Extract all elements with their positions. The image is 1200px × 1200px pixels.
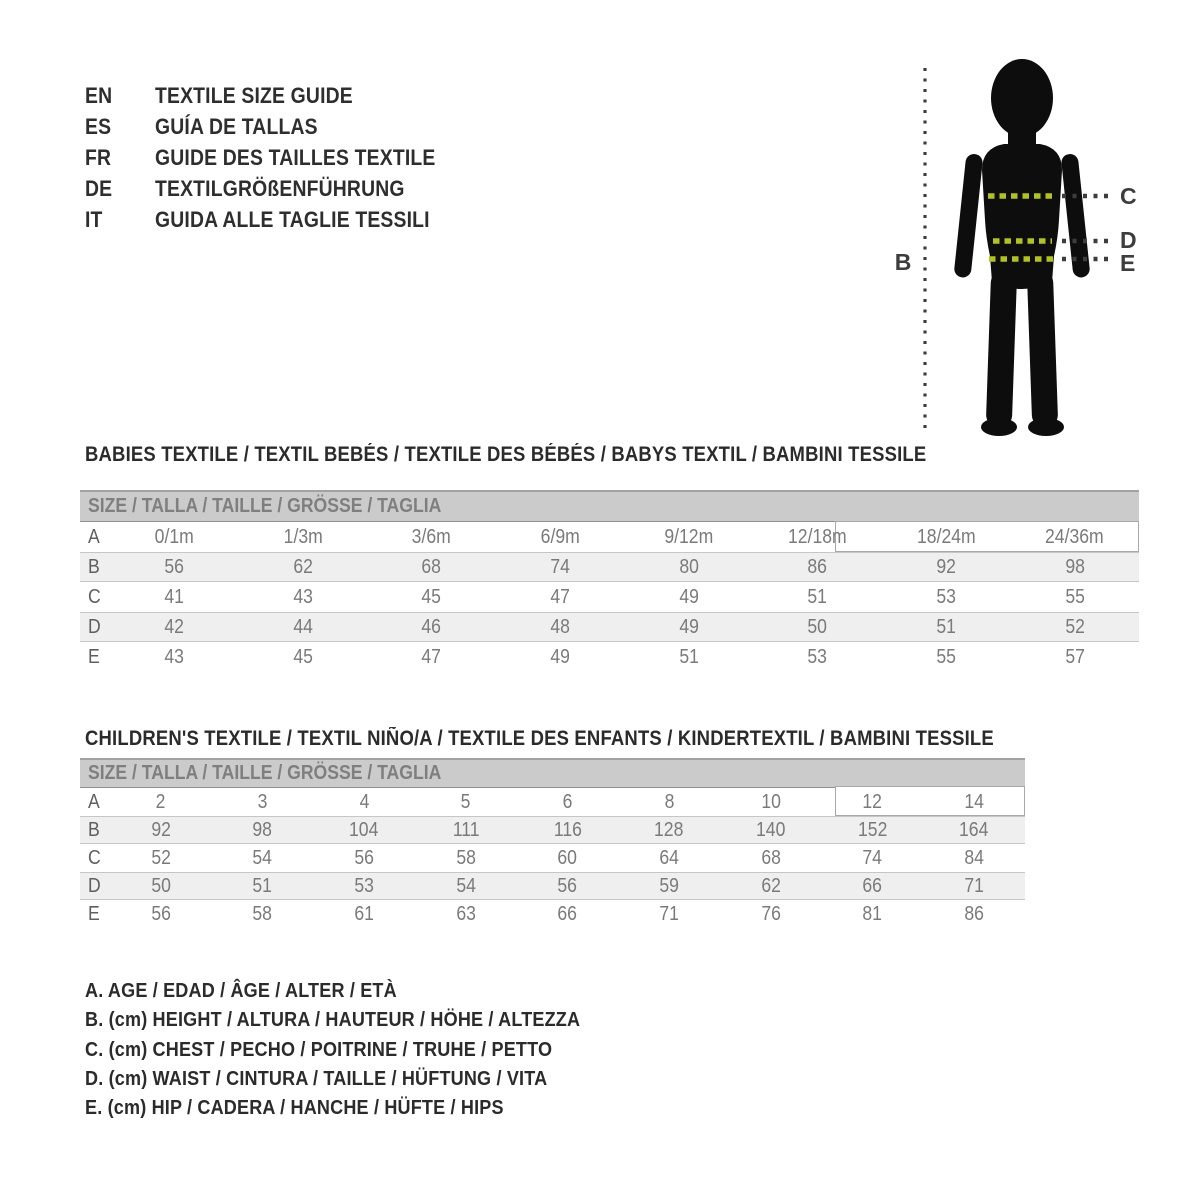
- table-cell: [239, 642, 368, 672]
- table-cell: [720, 788, 822, 816]
- height-label: B: [894, 249, 912, 275]
- legend-line: [85, 1064, 648, 1093]
- table-cell: [882, 613, 1011, 641]
- cell-value: 45: [421, 585, 442, 608]
- table-cell: [313, 817, 415, 843]
- cell-value: 49: [679, 585, 699, 608]
- cell-value: 140: [756, 818, 786, 841]
- cell-value: 5: [460, 790, 471, 813]
- row-label-text: D: [88, 874, 101, 897]
- table-cell: [822, 844, 924, 872]
- cell-value: 57: [1064, 645, 1085, 668]
- cell-value: 59: [659, 874, 679, 897]
- cell-value: 116: [553, 818, 582, 841]
- language-code: FR: [85, 145, 112, 170]
- babies-heading-text: BABIES TEXTILE / TEXTIL BEBÉS / TEXTILE DES BÉBÉS / BABYS TEXTIL / BAMBINI TESSILE: [85, 443, 927, 466]
- cell-value: 152: [857, 818, 888, 841]
- language-title: TEXTILE SIZE GUIDE: [155, 83, 353, 108]
- legend-text: E. (cm) HIP / CADERA / HANCHE / HÜFTE / HIPS: [85, 1096, 504, 1120]
- cell-value: 81: [862, 902, 883, 925]
- language-row: [85, 204, 474, 235]
- table-row: [80, 816, 1025, 844]
- cell-value: 50: [151, 874, 171, 897]
- table-cell: [753, 522, 882, 552]
- cell-value: 53: [807, 645, 828, 668]
- table-cell: [1010, 522, 1139, 552]
- cell-value: 47: [421, 645, 442, 668]
- cell-value: 128: [654, 818, 684, 841]
- cell-value: 56: [164, 555, 185, 578]
- table-cell: [1010, 582, 1139, 612]
- cell-value: 24/36m: [1045, 525, 1105, 548]
- table-cell: [313, 788, 415, 816]
- cell-value: 3/6m: [411, 525, 452, 548]
- cell-value: 98: [252, 818, 273, 841]
- waist-label: D: [1120, 227, 1137, 253]
- row-label-text: C: [88, 585, 101, 608]
- size-header-bar: [80, 490, 1139, 522]
- language-code: EN: [85, 83, 113, 108]
- children-table-body: [80, 788, 1025, 928]
- table-row: [80, 872, 1025, 900]
- table-cell: [822, 817, 924, 843]
- row-label: [80, 553, 110, 581]
- cell-value: 62: [761, 874, 781, 897]
- cell-value: 46: [421, 615, 442, 638]
- legend-line: [85, 976, 648, 1005]
- cell-value: 56: [557, 874, 578, 897]
- table-cell: [496, 613, 625, 641]
- cell-value: 86: [807, 555, 828, 578]
- cell-value: 18/24m: [916, 525, 976, 548]
- table-cell: [367, 613, 496, 641]
- table-cell: [110, 873, 212, 899]
- table-cell: [753, 613, 882, 641]
- table-cell: [822, 788, 924, 816]
- table-cell: [720, 844, 822, 872]
- cell-value: 6/9m: [540, 525, 580, 548]
- cell-value: 42: [164, 615, 185, 638]
- table-cell: [212, 844, 314, 872]
- cell-value: 52: [151, 846, 171, 869]
- cell-value: 10: [761, 790, 781, 813]
- legend-line: [85, 1005, 648, 1034]
- row-label-text: E: [88, 902, 100, 925]
- cell-value: 52: [1064, 615, 1085, 638]
- legend-text: B. (cm) HEIGHT / ALTURA / HAUTEUR / HÖHE / ALTEZZA: [85, 1008, 581, 1032]
- language-row: [85, 173, 474, 204]
- language-title: GUÍA DE TALLAS: [155, 114, 318, 139]
- table-cell: [720, 900, 822, 928]
- cell-value: 55: [936, 645, 956, 668]
- cell-value: 12: [862, 790, 883, 813]
- table-cell: [720, 817, 822, 843]
- cell-value: 64: [659, 846, 679, 869]
- row-label: [80, 642, 110, 672]
- table-cell: [1010, 553, 1139, 581]
- babies-section-heading: [85, 443, 1041, 467]
- table-cell: [496, 642, 625, 672]
- cell-value: 74: [550, 555, 570, 578]
- cell-value: 111: [452, 818, 480, 841]
- legend-text: C. (cm) CHEST / PECHO / POITRINE / TRUHE / PETTO: [85, 1037, 553, 1061]
- row-label: [80, 582, 110, 612]
- table-cell: [212, 817, 314, 843]
- table-cell: [110, 900, 212, 928]
- row-label: [80, 788, 110, 816]
- table-cell: [517, 900, 619, 928]
- table-cell: [923, 873, 1025, 899]
- language-title: TEXTILGRÖßENFÜHRUNG: [155, 176, 405, 201]
- table-cell: [313, 844, 415, 872]
- table-cell: [239, 553, 368, 581]
- cell-value: 43: [164, 645, 185, 668]
- language-title: GUIDA ALLE TAGLIE TESSILI: [155, 207, 430, 232]
- cell-value: 61: [354, 902, 374, 925]
- children-size-table: [80, 758, 1025, 928]
- table-cell: [367, 582, 496, 612]
- table-row: [80, 552, 1139, 582]
- row-label-text: A: [88, 525, 100, 548]
- child-silhouette-figure: [880, 50, 1200, 450]
- table-cell: [618, 788, 720, 816]
- table-cell: [212, 900, 314, 928]
- cell-value: 53: [936, 585, 956, 608]
- cell-value: 43: [293, 585, 313, 608]
- table-row: [80, 844, 1025, 872]
- table-cell: [110, 788, 212, 816]
- cell-value: 14: [964, 790, 984, 813]
- cell-value: 84: [964, 846, 984, 869]
- table-cell: [517, 873, 619, 899]
- cell-value: 76: [761, 902, 781, 925]
- table-row: [80, 788, 1025, 816]
- table-cell: [110, 553, 239, 581]
- cell-value: 51: [679, 645, 699, 668]
- table-cell: [415, 844, 517, 872]
- table-row: [80, 612, 1139, 642]
- table-cell: [882, 582, 1011, 612]
- table-cell: [923, 788, 1025, 816]
- table-cell: [110, 522, 239, 552]
- cell-value: 68: [421, 555, 442, 578]
- cell-value: 49: [679, 615, 699, 638]
- table-cell: [625, 522, 754, 552]
- cell-value: 8: [664, 790, 675, 813]
- table-cell: [923, 817, 1025, 843]
- cell-value: 51: [807, 585, 828, 608]
- language-title-list: [85, 80, 474, 235]
- cell-value: 92: [151, 818, 171, 841]
- row-label: [80, 873, 110, 899]
- cell-value: 98: [1064, 555, 1085, 578]
- table-cell: [517, 844, 619, 872]
- cell-value: 48: [550, 615, 570, 638]
- cell-value: 62: [293, 555, 313, 578]
- cell-value: 9/12m: [664, 525, 714, 548]
- legend-line: [85, 1035, 648, 1064]
- table-cell: [618, 873, 720, 899]
- cell-value: 80: [679, 555, 699, 578]
- row-label-text: E: [88, 645, 100, 668]
- table-cell: [313, 900, 415, 928]
- table-cell: [415, 817, 517, 843]
- chest-label: C: [1120, 183, 1137, 209]
- table-cell: [110, 642, 239, 672]
- cell-value: 50: [807, 615, 828, 638]
- cell-value: 1/3m: [283, 525, 323, 548]
- cell-value: 164: [959, 818, 989, 841]
- table-cell: [239, 582, 368, 612]
- language-code: ES: [85, 114, 112, 139]
- table-cell: [517, 817, 619, 843]
- table-cell: [110, 582, 239, 612]
- hip-label: E: [1120, 250, 1136, 276]
- cell-value: 47: [550, 585, 570, 608]
- cell-value: 44: [293, 615, 313, 638]
- size-header-text: SIZE / TALLA / TAILLE / GRÖSSE / TAGLIA: [88, 762, 442, 784]
- table-cell: [625, 613, 754, 641]
- legend-text: A. AGE / EDAD / ÂGE / ALTER / ETÀ: [85, 979, 397, 1002]
- table-cell: [496, 553, 625, 581]
- cell-value: 71: [964, 874, 984, 897]
- row-label: [80, 613, 110, 641]
- babies-table-body: [80, 522, 1139, 672]
- table-cell: [239, 522, 368, 552]
- cell-value: 53: [354, 874, 374, 897]
- cell-value: 58: [456, 846, 476, 869]
- table-cell: [367, 642, 496, 672]
- table-cell: [496, 582, 625, 612]
- table-cell: [1010, 642, 1139, 672]
- language-code: IT: [85, 207, 103, 232]
- table-cell: [923, 844, 1025, 872]
- table-cell: [496, 522, 625, 552]
- table-row: [80, 522, 1139, 552]
- row-label-text: C: [88, 846, 101, 869]
- table-row: [80, 900, 1025, 928]
- cell-value: 12/18m: [788, 525, 847, 548]
- row-label-text: B: [88, 555, 100, 578]
- cell-value: 92: [936, 555, 956, 578]
- cell-value: 71: [659, 902, 679, 925]
- cell-value: 55: [1064, 585, 1085, 608]
- size-header-bar: [80, 758, 1025, 788]
- cell-value: 74: [862, 846, 883, 869]
- cell-value: 51: [252, 874, 273, 897]
- table-cell: [882, 642, 1011, 672]
- cell-value: 56: [354, 846, 374, 869]
- cell-value: 4: [359, 790, 370, 813]
- table-row: [80, 642, 1139, 672]
- measurement-legend: [85, 976, 648, 1122]
- cell-value: 49: [550, 645, 570, 668]
- table-cell: [882, 522, 1011, 552]
- table-cell: [415, 873, 517, 899]
- children-heading-text: CHILDREN'S TEXTILE / TEXTIL NIÑO/A / TEXTILE DES ENFANTS / KINDERTEXTIL / BAMBINI TESSILE: [85, 727, 994, 750]
- table-cell: [313, 873, 415, 899]
- table-cell: [625, 642, 754, 672]
- table-cell: [882, 553, 1011, 581]
- table-cell: [212, 873, 314, 899]
- table-cell: [625, 553, 754, 581]
- table-cell: [618, 817, 720, 843]
- row-label: [80, 900, 110, 928]
- table-cell: [923, 900, 1025, 928]
- legend-line: [85, 1093, 648, 1122]
- table-cell: [415, 900, 517, 928]
- table-cell: [753, 582, 882, 612]
- table-cell: [367, 522, 496, 552]
- table-row: [80, 582, 1139, 612]
- table-cell: [753, 553, 882, 581]
- cell-value: 41: [164, 585, 185, 608]
- cell-value: 3: [257, 790, 268, 813]
- child-silhouette: [954, 59, 1091, 436]
- cell-value: 54: [456, 874, 476, 897]
- table-cell: [1010, 613, 1139, 641]
- cell-value: 58: [252, 902, 273, 925]
- cell-value: 66: [557, 902, 578, 925]
- cell-value: 60: [557, 846, 578, 869]
- cell-value: 63: [456, 902, 476, 925]
- language-row: [85, 80, 474, 111]
- table-cell: [110, 817, 212, 843]
- cell-value: 6: [562, 790, 573, 813]
- cell-value: 104: [349, 818, 379, 841]
- table-cell: [618, 844, 720, 872]
- size-header-text: SIZE / TALLA / TAILLE / GRÖSSE / TAGLIA: [88, 495, 442, 517]
- row-label: [80, 844, 110, 872]
- cell-value: 54: [252, 846, 273, 869]
- table-cell: [367, 553, 496, 581]
- cell-value: 2: [155, 790, 166, 813]
- legend-text: D. (cm) WAIST / CINTURA / TAILLE / HÜFTUNG / VITA: [85, 1066, 548, 1090]
- table-cell: [625, 582, 754, 612]
- table-cell: [618, 900, 720, 928]
- language-row: [85, 111, 474, 142]
- table-cell: [822, 873, 924, 899]
- table-cell: [110, 844, 212, 872]
- table-cell: [239, 613, 368, 641]
- cell-value: 66: [862, 874, 883, 897]
- row-label-text: D: [88, 615, 101, 638]
- table-cell: [212, 788, 314, 816]
- language-code: DE: [85, 176, 113, 201]
- table-cell: [822, 900, 924, 928]
- table-cell: [517, 788, 619, 816]
- children-section-heading: [85, 727, 1118, 751]
- cell-value: 68: [761, 846, 781, 869]
- cell-value: 45: [293, 645, 313, 668]
- table-cell: [110, 613, 239, 641]
- babies-size-table: [80, 490, 1139, 672]
- cell-value: 51: [936, 615, 956, 638]
- row-label: [80, 817, 110, 843]
- language-row: [85, 142, 474, 173]
- table-cell: [720, 873, 822, 899]
- cell-value: 0/1m: [154, 525, 194, 548]
- language-title: GUIDE DES TAILLES TEXTILE: [155, 145, 436, 170]
- cell-value: 56: [151, 902, 171, 925]
- cell-value: 86: [964, 902, 984, 925]
- row-label-text: B: [88, 818, 100, 841]
- table-cell: [415, 788, 517, 816]
- row-label: [80, 522, 110, 552]
- table-cell: [753, 642, 882, 672]
- row-label-text: A: [88, 790, 100, 813]
